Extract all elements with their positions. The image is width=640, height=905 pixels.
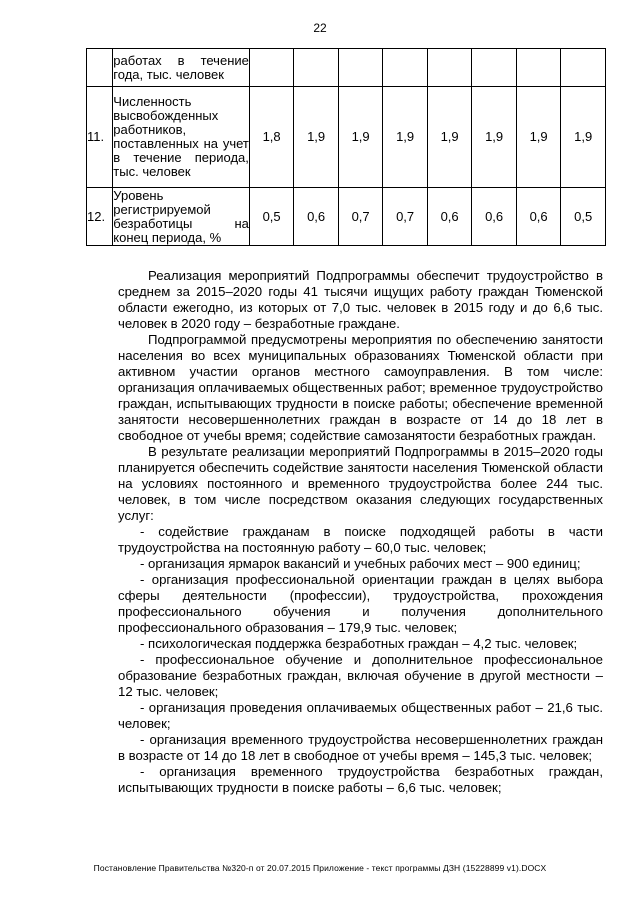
table-row bbox=[87, 188, 606, 246]
value-cell: 0,6 bbox=[472, 188, 517, 246]
service-item: - организация временного трудоустройства безработных граждан, испытывающих трудности в поиске работы – 6,6 тыс. человек; bbox=[118, 764, 603, 795]
value-cell bbox=[383, 49, 428, 87]
paragraph: Реализация мероприятий Подпрограммы обеспечит трудоустройство в среднем за 2015–2020 годы 41 тысячи ищущих работу граждан Тюменской области ежегодно, из которых от 7,0 тыс. человек в 2015 году и до 6,6 тыс. человек в 2020 году – безработные граждане. bbox=[118, 268, 603, 331]
service-item: - организация временного трудоустройства несовершеннолетних граждан в возрасте от 14 до 18 лет в свободное от учебы время – 145,3 тыс. человек; bbox=[118, 732, 603, 763]
row-number: 12. bbox=[87, 188, 113, 246]
row-number bbox=[87, 49, 113, 87]
value-cell: 0,6 bbox=[516, 188, 561, 246]
document-footer: Постановление Правительства №320-п от 20.07.2015 Приложение - текст программы ДЗН (15228899 v1).DOCX bbox=[93, 863, 547, 873]
value-cell: 1,9 bbox=[561, 87, 606, 188]
value-cell bbox=[338, 49, 383, 87]
value-cell bbox=[472, 49, 517, 87]
indicator-cell bbox=[113, 87, 250, 188]
indicators-table bbox=[86, 48, 606, 246]
value-cell: 1,9 bbox=[338, 87, 383, 188]
value-cell: 1,8 bbox=[249, 87, 294, 188]
indicator-text: Численность высвобожденных работников, поставленных на учет в течение периода, тыс. человек bbox=[113, 94, 249, 179]
value-cell: 1,9 bbox=[427, 87, 472, 188]
service-item: - содействие гражданам в поиске подходящей работы в части трудоустройства на постоянную работу – 60,0 тыс. человек; bbox=[118, 524, 603, 555]
value-cell: 0,7 bbox=[383, 188, 428, 246]
indicator-cell bbox=[113, 188, 250, 246]
value-cell: 1,9 bbox=[383, 87, 428, 188]
value-cell: 0,5 bbox=[561, 188, 606, 246]
service-item: - профессиональное обучение и дополнительное профессиональное образование безработных граждан, включая обучение в другой местности – 12 тыс. человек; bbox=[118, 652, 603, 699]
value-cell bbox=[561, 49, 606, 87]
indicator-text: Уровень регистрируемой безработицы на конец периода, % bbox=[113, 187, 249, 245]
table-row bbox=[87, 87, 606, 188]
table-row bbox=[87, 49, 606, 87]
value-cell: 1,9 bbox=[472, 87, 517, 188]
indicator-text: работах в течение года, тыс. человек bbox=[113, 52, 249, 82]
paragraph: Подпрограммой предусмотрены мероприятия по обеспечению занятости населения во всех муниципальных образованиях Тюменской области при активном участии органов местного самоуправления. В том числе: организация оплачиваемых общественных работ; временное трудоустройство граждан, испытывающих трудности в поиске работы; обеспечение временной занятости несовершеннолетних граждан в возрасте от 14 до 18 лет в свободное от учебы время; содействие самозанятости безработных граждан. bbox=[118, 332, 603, 443]
value-cell: 1,9 bbox=[516, 87, 561, 188]
value-cell bbox=[249, 49, 294, 87]
value-cell bbox=[294, 49, 339, 87]
service-item: - психологическая поддержка безработных граждан – 4,2 тыс. человек; bbox=[140, 636, 578, 651]
service-item: - организация профессиональной ориентации граждан в целях выбора сферы деятельности (профессии), трудоустройства, прохождения профессионального обучения и получения дополнительного профессионального образования – 179,9 тыс. человек; bbox=[118, 572, 603, 635]
value-cell: 0,6 bbox=[427, 188, 472, 246]
body-text bbox=[118, 268, 603, 796]
service-item: - организация проведения оплачиваемых общественных работ – 21,6 тыс. человек; bbox=[118, 700, 603, 731]
value-cell: 0,5 bbox=[249, 188, 294, 246]
value-cell bbox=[516, 49, 561, 87]
value-cell bbox=[427, 49, 472, 87]
value-cell: 0,7 bbox=[338, 188, 383, 246]
value-cell: 1,9 bbox=[294, 87, 339, 188]
service-item: - организация ярмарок вакансий и учебных рабочих мест – 900 единиц; bbox=[140, 556, 581, 571]
page-number: 22 bbox=[313, 21, 327, 35]
value-cell: 0,6 bbox=[294, 188, 339, 246]
row-number: 11. bbox=[87, 87, 113, 188]
indicator-cell bbox=[113, 49, 250, 87]
paragraph: В результате реализации мероприятий Подпрограммы в 2015–2020 годы планируется обеспечить содействие занятости населения Тюменской области на условиях постоянного и временного трудоустройства более 244 тыс. человек, в том числе посредством оказания следующих государственных услуг: bbox=[118, 444, 603, 523]
